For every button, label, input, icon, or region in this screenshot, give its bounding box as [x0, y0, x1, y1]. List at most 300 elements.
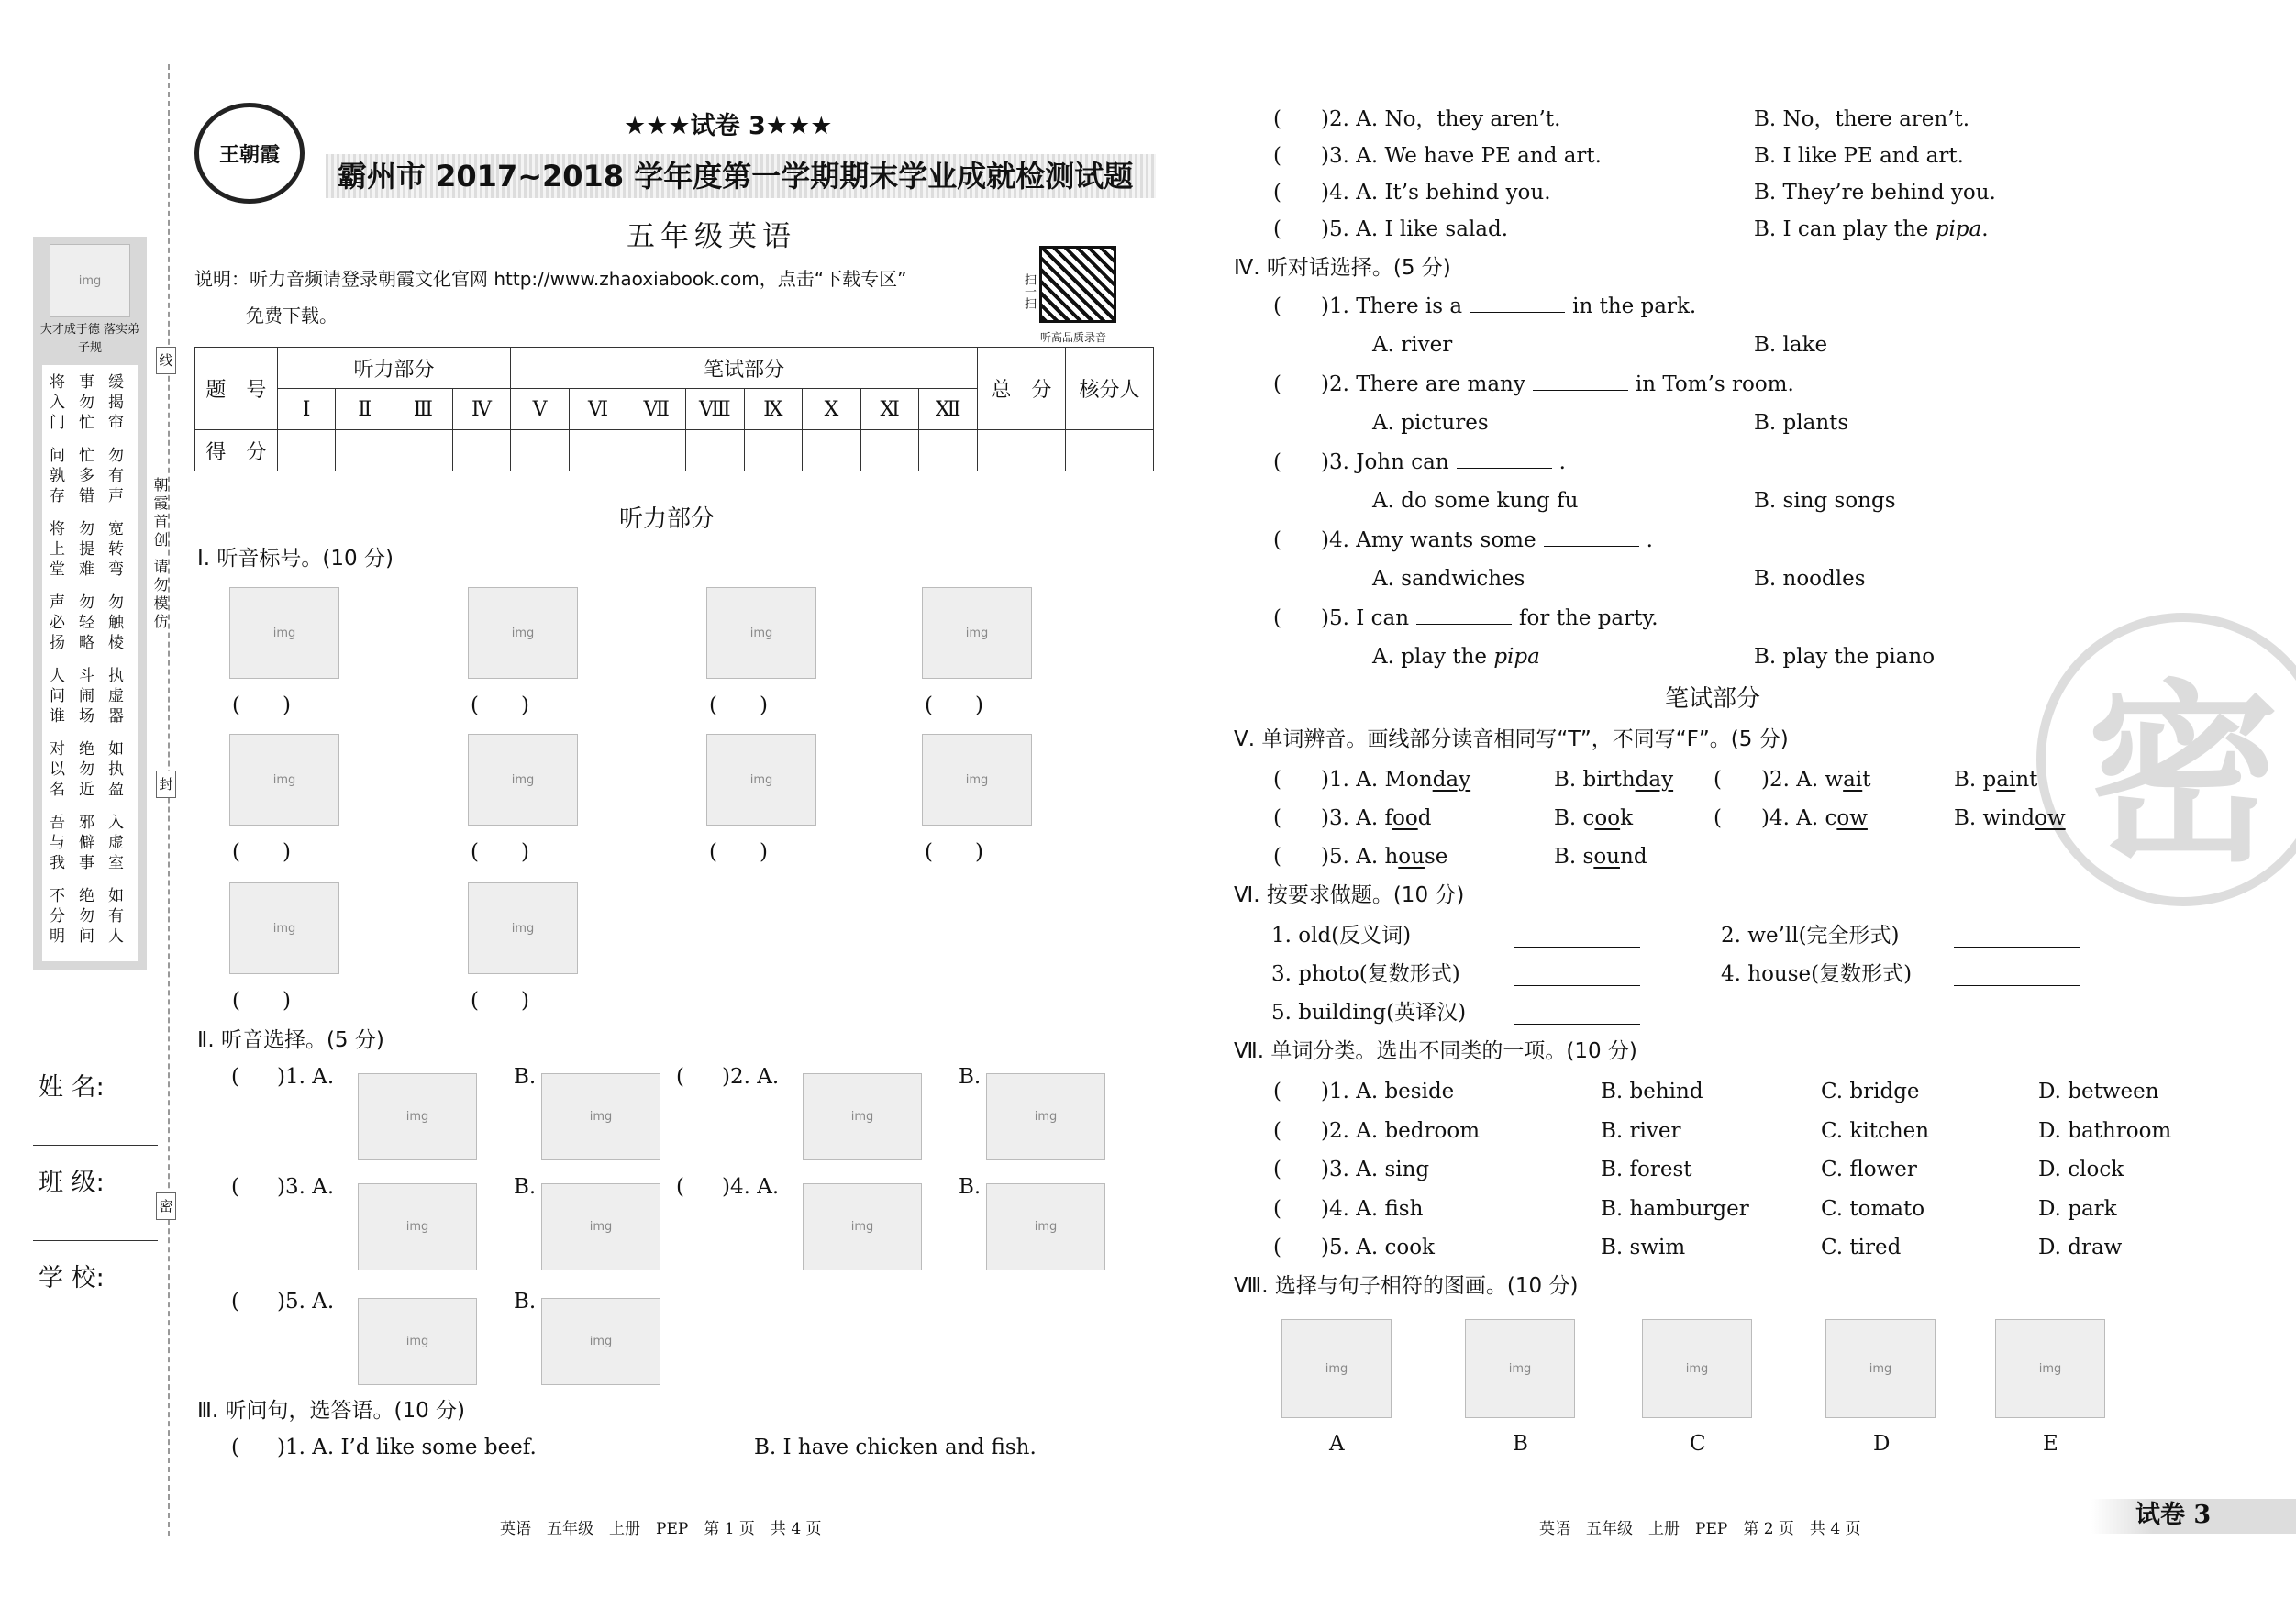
q3-option-b-text: B. They’re behind you.: [1754, 181, 1996, 205]
motto-char: 问: [50, 447, 65, 465]
motto-char: 难: [79, 560, 94, 579]
q7-option: )1. A. beside: [1321, 1080, 1455, 1103]
q3-option-a: )2. A. No，they aren’t.: [1321, 107, 1561, 131]
q3-option-a: )3. A. We have PE and art.: [1321, 144, 1602, 168]
q7-option: C. tomato: [1821, 1196, 1925, 1221]
q4-sentence-pre: )2. There are many: [1321, 372, 1525, 396]
q1-picture: img: [922, 587, 1032, 679]
q3-option-a: )4. A. It’s behind you.: [1321, 181, 1551, 205]
score-numeral: Ⅺ: [860, 389, 919, 430]
q2-item-num: )4. A.: [722, 1175, 780, 1199]
motto-char: 存: [50, 487, 65, 505]
motto-char: 勿: [79, 520, 94, 538]
q7-option: D. between: [2038, 1080, 2159, 1103]
publisher-logo-text: 王朝霞: [218, 142, 280, 167]
q1-answer-paren[interactable]: ( ): [471, 840, 529, 864]
q4-option-a-italic: pipa: [1493, 645, 1540, 669]
q8-title: Ⅷ. 选择与句子相符的图画。(10 分): [1234, 1274, 1579, 1298]
q5-title: Ⅴ. 单词辨音。画线部分读音相同写“T”，不同写“F”。(5 分): [1234, 727, 1789, 751]
q1-picture: img: [229, 587, 339, 679]
q7-option: D. bathroom: [2038, 1118, 2172, 1143]
motto-char: 多: [79, 467, 94, 485]
motto-char: 勿: [79, 760, 94, 779]
q4-sentence-post: .: [1646, 528, 1653, 552]
qr-caption: 听高品质录音: [1040, 331, 1107, 344]
score-numeral: Ⅳ: [452, 389, 511, 430]
q3-option-b-text: B. I can play the: [1754, 217, 1936, 241]
q7-option: )2. A. bedroom: [1321, 1118, 1481, 1143]
corner-tag: 试卷 3: [2135, 1501, 2212, 1529]
motto-char: 问: [79, 927, 94, 946]
q1-picture: img: [468, 882, 578, 974]
q1-answer-paren[interactable]: ( ): [925, 693, 983, 717]
motto-char: 勿: [108, 447, 124, 465]
q5-paren[interactable]: (: [1714, 806, 1722, 830]
score-table: [194, 347, 1154, 471]
q1-answer-paren[interactable]: ( ): [709, 693, 768, 717]
motto-char: 以: [50, 760, 65, 779]
q8-picture: img: [1281, 1319, 1392, 1418]
sidebar-motto-top: 大才成于德 落实弟子规: [39, 323, 140, 355]
score-numeral: Ⅴ: [511, 389, 570, 430]
motto-char: 执: [108, 667, 124, 685]
q4-option-b: B. noodles: [1754, 567, 1866, 591]
q4-blank[interactable]: [1470, 295, 1565, 313]
q7-option: B. forest: [1601, 1158, 1692, 1181]
q2-option-b: B.: [959, 1175, 982, 1199]
q5-a-underlined: day: [1432, 768, 1471, 792]
score-writing-header: 笔试部分: [511, 348, 978, 389]
q3-paren[interactable]: (: [1273, 181, 1281, 205]
q5-paren[interactable]: (: [1273, 768, 1281, 792]
q2-picture-a: img: [358, 1073, 477, 1160]
score-cell[interactable]: [686, 430, 745, 471]
q1-picture: img: [468, 587, 578, 679]
q2-item-num: )1. A.: [277, 1065, 335, 1089]
q5-a-underlined: ow: [1836, 806, 1868, 830]
motto-char: 分: [50, 907, 65, 926]
q6-answer-line[interactable]: [1954, 947, 2080, 948]
score-cell[interactable]: [803, 430, 861, 471]
section-listening-title: 听力部分: [619, 505, 715, 533]
motto-char: 邪: [79, 814, 94, 832]
q5-a-part3: t: [1862, 768, 1871, 792]
score-cell[interactable]: [394, 430, 453, 471]
q5-a-part1: w: [1825, 768, 1844, 792]
q7-option: C. tired: [1821, 1236, 1902, 1259]
score-cell[interactable]: [277, 430, 336, 471]
q4-option-a-text: A. river: [1372, 333, 1453, 357]
motto-char: 闹: [79, 687, 94, 705]
q6-item: 2. we’ll(完全形式): [1721, 924, 1900, 948]
q4-blank[interactable]: [1457, 451, 1552, 469]
motto-char: 与: [50, 834, 65, 852]
q2-picture-a: img: [803, 1183, 922, 1270]
q5-a-underlined: ai: [1843, 768, 1863, 792]
motto-char: 事: [79, 854, 94, 872]
q5-option-a: [1761, 805, 1868, 831]
motto-char: 斗: [79, 667, 94, 685]
q2-paren-open[interactable]: (: [231, 1175, 239, 1199]
score-numeral: Ⅰ: [277, 389, 336, 430]
q3-option-b-text: B. I like PE and art.: [1754, 144, 1964, 168]
q4-sentence-post: .: [1558, 450, 1566, 474]
q2-paren-open[interactable]: (: [231, 1290, 239, 1314]
motto-char: 帘: [108, 414, 124, 432]
score-cell[interactable]: [860, 430, 919, 471]
q7-option: D. park: [2038, 1196, 2117, 1221]
motto-char: 缓: [108, 373, 124, 392]
qr-side-text: 扫一扫: [1022, 273, 1036, 309]
q6-item: 1. old(反义词): [1271, 924, 1412, 948]
score-cell[interactable]: [336, 430, 394, 471]
score-numeral: Ⅲ: [394, 389, 453, 430]
binding-dashed-line: [168, 64, 170, 1536]
score-col-defen: 得 分: [195, 430, 278, 471]
q4-option-a-text: A. do some kung fu: [1372, 489, 1579, 513]
score-numeral: Ⅻ: [919, 389, 978, 430]
q4-sentence: [1321, 605, 1658, 631]
q5-paren[interactable]: (: [1714, 768, 1722, 792]
q4-blank[interactable]: [1533, 373, 1628, 391]
q3-option-b-text: B. No，there aren’t.: [1754, 107, 1970, 131]
q7-paren[interactable]: (: [1273, 1236, 1281, 1259]
q4-sentence-post: for the party.: [1519, 606, 1658, 630]
q5-option-a: [1321, 767, 1470, 793]
q2-paren-open[interactable]: (: [231, 1065, 239, 1089]
q4-paren[interactable]: (: [1273, 528, 1281, 552]
q7-paren[interactable]: (: [1273, 1118, 1281, 1143]
q1-picture: img: [706, 734, 816, 826]
q5-option-b: [1554, 805, 1633, 831]
q4-paren[interactable]: (: [1273, 294, 1281, 318]
motto-char: 对: [50, 740, 65, 759]
binding-line-text: 朝霞首创 请勿模仿: [151, 477, 169, 633]
q8-picture: img: [1642, 1319, 1752, 1418]
motto-char: 如: [108, 740, 124, 759]
motto-char: 转: [108, 540, 124, 559]
q2-option-b: B.: [514, 1065, 537, 1089]
motto-char: 绝: [79, 887, 94, 905]
q2-picture-b: img: [541, 1183, 660, 1270]
motto-char: 门: [50, 414, 65, 432]
q2-picture-b: img: [541, 1073, 660, 1160]
q3-option-b: [1754, 106, 1969, 132]
motto-char: 盈: [108, 781, 124, 799]
q4-option-b: B. lake: [1754, 333, 1828, 357]
q5-b-underlined: oo: [1594, 806, 1621, 830]
motto-char: 孰: [50, 467, 65, 485]
motto-char: 宽: [108, 520, 124, 538]
q4-sentence: [1321, 372, 1794, 397]
q7-option: )3. A. sing: [1321, 1158, 1430, 1181]
q5-b-underlined: ou: [1593, 845, 1620, 869]
score-cell[interactable]: [452, 430, 511, 471]
motto-char: 提: [79, 540, 94, 559]
q3-option-b: [1754, 180, 1996, 205]
q4-title: Ⅳ. 听对话选择。(5 分): [1234, 256, 1451, 280]
score-numeral: Ⅹ: [803, 389, 861, 430]
q3-paren[interactable]: (: [1273, 107, 1281, 131]
motto-char: 有: [108, 467, 124, 485]
score-total-header: 总 分: [977, 348, 1065, 430]
q7-option: C. kitchen: [1821, 1118, 1930, 1143]
q4-option-a: [1372, 488, 1578, 514]
qr-code[interactable]: [1039, 246, 1116, 323]
q6-item: 4. house(复数形式): [1721, 962, 1913, 986]
score-total-cell[interactable]: [977, 430, 1065, 471]
score-col-tihao: 题 号: [195, 348, 278, 430]
score-cell[interactable]: [511, 430, 570, 471]
q8-label: A: [1329, 1432, 1345, 1456]
motto-char: 绝: [79, 740, 94, 759]
q1-picture: img: [229, 882, 339, 974]
section-writing-title: 笔试部分: [1665, 685, 1761, 713]
q5-a-part1: Mon: [1384, 768, 1433, 792]
q5-b-part1: B. s: [1554, 845, 1594, 869]
binding-mark-xian: 线: [156, 347, 176, 374]
motto-char: 略: [79, 634, 94, 652]
q3-1-option-a: )1. A. I’d like some beef.: [277, 1436, 537, 1459]
q5-b-underlined: day: [1635, 768, 1674, 792]
q1-picture: img: [922, 734, 1032, 826]
q3-option-a: )5. A. I like salad.: [1321, 217, 1509, 241]
motto-char: 僻: [79, 834, 94, 852]
q2-item-num: )3. A.: [277, 1175, 335, 1199]
class-field[interactable]: [33, 1240, 158, 1241]
q7-paren[interactable]: (: [1273, 1196, 1281, 1221]
q1-answer-paren[interactable]: ( ): [232, 989, 291, 1013]
score-numeral: Ⅱ: [336, 389, 394, 430]
seal-stamp-char: 密: [2086, 663, 2279, 888]
score-numeral: Ⅶ: [627, 389, 686, 430]
motto-char: 名: [50, 781, 65, 799]
q5-a-part3: se: [1424, 845, 1448, 869]
motto-char: 入: [50, 394, 65, 412]
q5-option-b: [1554, 767, 1673, 793]
score-numeral: Ⅵ: [569, 389, 627, 430]
q5-a-part1: h: [1384, 845, 1399, 869]
class-label: 班 级:: [39, 1169, 105, 1197]
motto-char: 忙: [79, 414, 94, 432]
q3-title: Ⅲ. 听问句，选答语。(10 分): [197, 1399, 466, 1423]
q6-answer-line[interactable]: [1514, 947, 1640, 948]
q1-answer-paren[interactable]: ( ): [471, 989, 529, 1013]
q2-item-num: )5. A.: [277, 1290, 335, 1314]
q5-option-b: [1554, 844, 1647, 870]
score-checker-cell[interactable]: [1065, 430, 1153, 471]
name-field[interactable]: [33, 1145, 158, 1146]
q1-answer-paren[interactable]: ( ): [709, 840, 768, 864]
q1-answer-paren[interactable]: ( ): [925, 840, 983, 864]
q2-item-num: )2. A.: [722, 1065, 780, 1089]
q5-paren[interactable]: (: [1273, 845, 1281, 869]
score-numeral: Ⅷ: [686, 389, 745, 430]
q8-picture: img: [1995, 1319, 2105, 1418]
q1-answer-paren[interactable]: ( ): [232, 693, 291, 717]
motto-char: 忙: [79, 447, 94, 465]
q4-option-b: B. play the piano: [1754, 645, 1936, 669]
motto-char: 事: [79, 373, 94, 392]
q5-b-part1: B. wind: [1954, 806, 2035, 830]
score-cell[interactable]: [919, 430, 978, 471]
motto-char: 虚: [108, 834, 124, 852]
q3-option-b: [1754, 216, 1989, 242]
q2-picture-b: img: [541, 1298, 660, 1385]
school-label: 学 校:: [39, 1264, 105, 1292]
motto-char: 错: [79, 487, 94, 505]
q6-title: Ⅵ. 按要求做题。(10 分): [1234, 883, 1465, 907]
motto-char: 声: [50, 593, 65, 612]
q5-b-part1: B. p: [1954, 768, 1997, 792]
q2-option-b: B.: [959, 1065, 982, 1089]
q5-num: )4. A.: [1761, 806, 1825, 830]
motto-char: 上: [50, 540, 65, 559]
q4-option-a-text: A. play the: [1372, 645, 1494, 669]
q7-option: )4. A. fish: [1321, 1196, 1424, 1221]
q5-a-part1: f: [1384, 806, 1392, 830]
q7-title: Ⅶ. 单词分类。选出不同类的一项。(10 分): [1234, 1039, 1637, 1063]
q4-option-b: B. sing songs: [1754, 489, 1896, 513]
motto-char: 吾: [50, 814, 65, 832]
q7-option: C. flower: [1821, 1158, 1917, 1181]
q4-sentence-post: in Tom’s room.: [1635, 372, 1794, 396]
motto-char: 场: [79, 707, 94, 726]
q1-picture: img: [468, 734, 578, 826]
q2-picture-b: img: [986, 1183, 1105, 1270]
motto-char: 如: [108, 887, 124, 905]
motto-char: 勿: [79, 394, 94, 412]
q3-1-paren[interactable]: (: [231, 1436, 239, 1459]
q6-answer-line[interactable]: [1954, 985, 2080, 986]
q4-sentence-pre: )4. Amy wants some: [1321, 528, 1536, 552]
sidebar-motto-grid: [42, 365, 138, 961]
motto-char: 弯: [108, 560, 124, 579]
binding-mark-mi: 密: [156, 1192, 176, 1220]
score-checker-header: 核分人: [1065, 348, 1153, 430]
motto-char: 勿: [79, 593, 94, 612]
q6-answer-line[interactable]: [1514, 1024, 1640, 1025]
q2-paren-open[interactable]: (: [676, 1175, 684, 1199]
motto-char: 揭: [108, 394, 124, 412]
note-line-2: 免费下载。: [246, 305, 338, 327]
q4-sentence: [1321, 527, 1653, 553]
sidebar-scholar-image: img: [50, 244, 130, 317]
q5-option-a: [1761, 767, 1870, 793]
name-label: 姓 名:: [39, 1073, 105, 1102]
q5-num: )5. A.: [1321, 845, 1385, 869]
q4-sentence: [1321, 294, 1696, 319]
q5-b-part3: nd: [1620, 845, 1647, 869]
q1-answer-paren[interactable]: ( ): [232, 840, 291, 864]
score-cell[interactable]: [744, 430, 803, 471]
q5-option-a: [1321, 805, 1431, 831]
q2-paren-open[interactable]: (: [676, 1065, 684, 1089]
q7-paren[interactable]: (: [1273, 1158, 1281, 1181]
q7-option: C. bridge: [1821, 1080, 1920, 1103]
motto-char: 器: [108, 707, 124, 726]
motto-char: 触: [108, 614, 124, 632]
q3-option-b-end: .: [1981, 217, 1989, 241]
motto-char: 将: [50, 373, 65, 392]
motto-char: 执: [108, 760, 124, 779]
q1-answer-paren[interactable]: ( ): [471, 693, 529, 717]
q7-option: D. draw: [2038, 1236, 2123, 1259]
motto-char: 明: [50, 927, 65, 946]
q5-num: )2. A.: [1761, 768, 1825, 792]
score-listening-header: 听力部分: [277, 348, 510, 389]
subject-title: 五年级英语: [627, 220, 796, 253]
q4-blank[interactable]: [1544, 529, 1639, 547]
q7-option: )5. A. cook: [1321, 1236, 1435, 1259]
q2-picture-a: img: [358, 1298, 477, 1385]
q1-picture: img: [229, 734, 339, 826]
footer-page-1: 英语 五年级 上册 PEP 第 1 页 共 4 页: [500, 1520, 822, 1538]
q3-paren[interactable]: (: [1273, 217, 1281, 241]
q5-b-underlined: ow: [2035, 806, 2066, 830]
q4-paren[interactable]: (: [1273, 372, 1281, 396]
q5-b-part3: k: [1620, 806, 1634, 830]
q2-picture-b: img: [986, 1073, 1105, 1160]
note-line-1: 说明：听力音频请登录朝霞文化官网 http://www.zhaoxiabook.com，点击“下载专区”: [194, 268, 907, 290]
q5-a-part1: c: [1825, 806, 1837, 830]
q4-sentence: [1321, 449, 1566, 475]
q1-picture: img: [706, 587, 816, 679]
q1-title: Ⅰ. 听音标号。(10 分): [197, 547, 394, 571]
motto-char: 我: [50, 854, 65, 872]
score-numeral: Ⅸ: [744, 389, 803, 430]
q6-answer-line[interactable]: [1514, 985, 1640, 986]
q4-paren[interactable]: (: [1273, 450, 1281, 474]
q4-blank[interactable]: [1416, 607, 1512, 625]
motto-char: 扬: [50, 634, 65, 652]
motto-char: 棱: [108, 634, 124, 652]
q5-b-underlined: ai: [1996, 768, 2016, 792]
q8-picture: img: [1825, 1319, 1936, 1418]
motto-char: 有: [108, 907, 124, 926]
score-cell[interactable]: [627, 430, 686, 471]
q3-1-option-b: B. I have chicken and fish.: [754, 1436, 1037, 1459]
q4-option-a: [1372, 410, 1489, 436]
q8-label: C: [1690, 1432, 1706, 1456]
paper-tag: ★★★试卷 3★★★: [624, 112, 833, 140]
q3-option-b-italic: pipa: [1935, 217, 1982, 241]
q5-num: )1. A.: [1321, 768, 1385, 792]
q4-option-a: [1372, 332, 1452, 358]
q5-paren[interactable]: (: [1273, 806, 1281, 830]
q5-num: )3. A.: [1321, 806, 1385, 830]
q7-paren[interactable]: (: [1273, 1080, 1281, 1103]
q8-label: B: [1513, 1432, 1528, 1456]
q7-option: B. hamburger: [1601, 1196, 1749, 1221]
q7-option: B. swim: [1601, 1236, 1686, 1259]
q7-option: D. clock: [2038, 1158, 2124, 1181]
publisher-logo: [194, 103, 305, 204]
q5-a-underlined: ou: [1398, 845, 1425, 869]
q2-picture-a: img: [358, 1183, 477, 1270]
score-cell[interactable]: [569, 430, 627, 471]
q4-sentence-pre: )5. I can: [1321, 606, 1410, 630]
exam-title: 霸州市 2017~2018 学年度第一学期期末学业成就检测试题: [338, 159, 1134, 194]
motto-char: 轻: [79, 614, 94, 632]
motto-char: 将: [50, 520, 65, 538]
motto-char: 谁: [50, 707, 65, 726]
q5-b-part1: B. c: [1554, 806, 1595, 830]
q6-item: 5. building(英译汉): [1271, 1001, 1467, 1025]
q4-option-b: B. plants: [1754, 411, 1849, 435]
q3-paren[interactable]: (: [1273, 144, 1281, 168]
q4-paren[interactable]: (: [1273, 606, 1281, 630]
